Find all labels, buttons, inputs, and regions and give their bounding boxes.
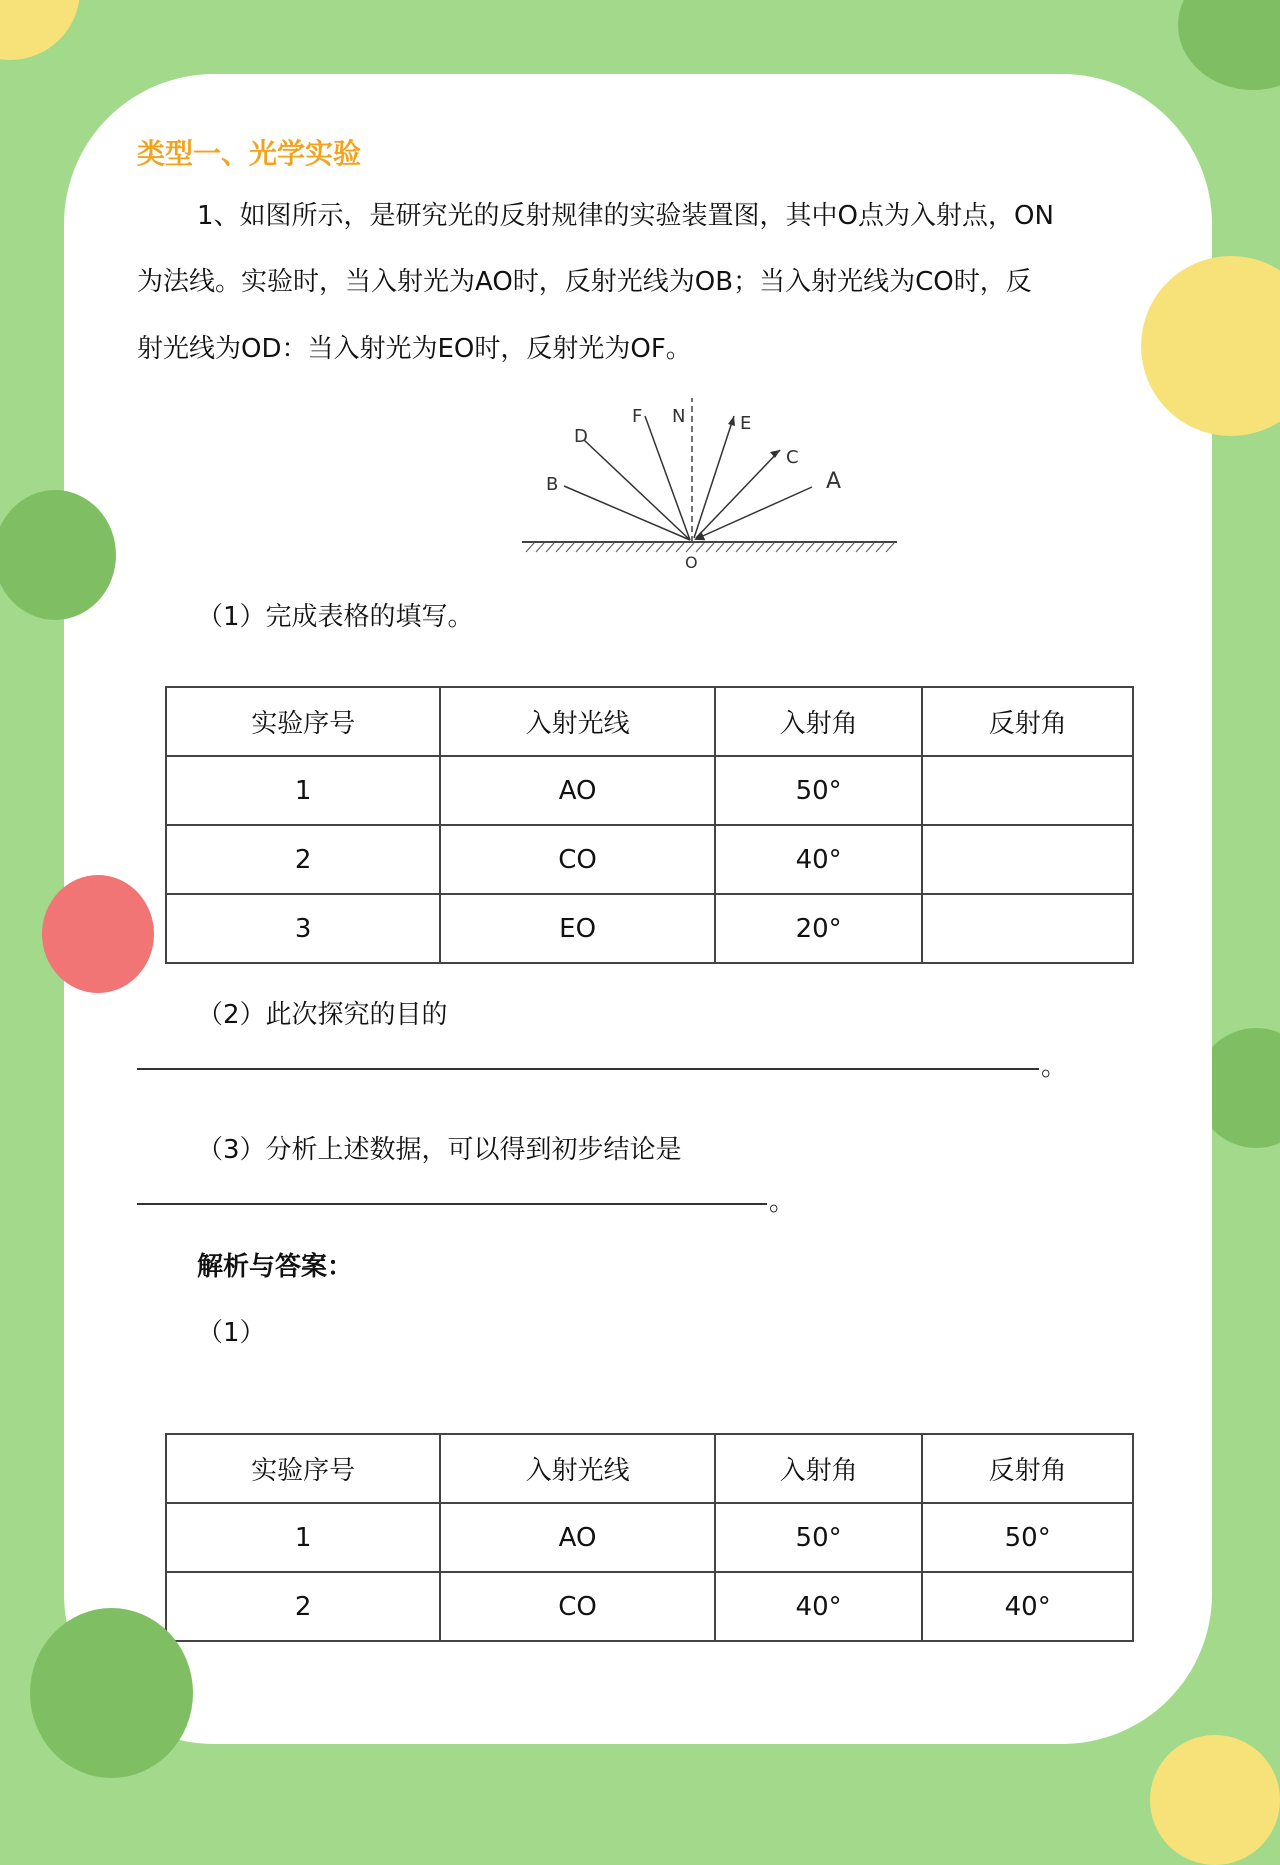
answer-cell[interactable] xyxy=(922,825,1133,894)
decor-dot-red-left xyxy=(42,875,154,993)
header-cell-incident-ray: 入射光线 xyxy=(440,687,714,756)
content-card xyxy=(64,74,1212,1744)
table-cell: 1 xyxy=(166,1503,440,1572)
table-answer-1 xyxy=(165,1433,1134,1642)
header-cell-reflection-angle: 反射角 xyxy=(922,1434,1133,1503)
label-n: N xyxy=(672,406,686,427)
table-cell: 50° xyxy=(715,756,923,825)
decor-dot-yellow-bottom-right xyxy=(1150,1735,1280,1865)
ray-ob xyxy=(564,486,690,540)
ray-od xyxy=(584,440,690,540)
arrow-e-icon xyxy=(728,416,735,426)
mirror-hatching xyxy=(526,543,894,552)
decor-dot-green-top-right xyxy=(1178,0,1280,90)
answer-line-2[interactable] xyxy=(137,1046,1068,1082)
ray-ao xyxy=(696,487,812,539)
table-question-1 xyxy=(165,686,1134,964)
answer-line-3-period: 。 xyxy=(769,1187,796,1217)
answer-cell[interactable] xyxy=(922,894,1133,963)
table-cell: 50° xyxy=(922,1503,1133,1572)
header-cell-incidence-angle: 入射角 xyxy=(715,687,923,756)
table-cell: 20° xyxy=(715,894,923,963)
table-cell: 2 xyxy=(166,1572,440,1641)
question-1: （1）完成表格的填写。 xyxy=(197,602,474,632)
reflection-diagram xyxy=(512,392,912,582)
label-e: E xyxy=(740,413,752,434)
table-header-row xyxy=(166,687,1133,756)
label-b: B xyxy=(546,474,559,495)
answer-cell[interactable] xyxy=(922,756,1133,825)
table-row xyxy=(166,756,1133,825)
table-cell: CO xyxy=(440,825,714,894)
table-cell: 2 xyxy=(166,825,440,894)
table-cell: 40° xyxy=(715,1572,923,1641)
table-cell: 40° xyxy=(715,825,923,894)
ray-of xyxy=(645,416,690,540)
header-cell-incidence-angle: 入射角 xyxy=(715,1434,923,1503)
table-header-row xyxy=(166,1434,1133,1503)
answer-line-2-period: 。 xyxy=(1041,1052,1068,1082)
label-o: O xyxy=(685,553,698,572)
section-title: 类型一、光学实验 xyxy=(137,137,362,170)
header-cell-incident-ray: 入射光线 xyxy=(440,1434,714,1503)
label-d: D xyxy=(574,426,588,447)
header-cell-trial: 实验序号 xyxy=(166,1434,440,1503)
problem-line-1: 1、如图所示，是研究光的反射规律的实验装置图，其中O点为入射点，ON xyxy=(197,201,1054,231)
label-f: F xyxy=(632,406,643,427)
question-2: （2）此次探究的目的 xyxy=(197,1000,448,1030)
table-cell: CO xyxy=(440,1572,714,1641)
problem-line-3: 射光线为OD：当入射光为EO时，反射光为OF。 xyxy=(137,334,692,364)
table-cell: AO xyxy=(440,756,714,825)
decor-dot-green-bottom-left xyxy=(30,1608,193,1778)
label-a: A xyxy=(826,469,842,494)
header-cell-trial: 实验序号 xyxy=(166,687,440,756)
header-cell-reflection-angle: 反射角 xyxy=(922,687,1133,756)
answer-line-3[interactable] xyxy=(137,1181,797,1217)
decor-dot-yellow-top-left xyxy=(0,0,80,60)
table-cell: EO xyxy=(440,894,714,963)
table-cell: AO xyxy=(440,1503,714,1572)
table-row xyxy=(166,825,1133,894)
table-cell: 50° xyxy=(715,1503,923,1572)
label-c: C xyxy=(786,447,799,468)
table-cell: 1 xyxy=(166,756,440,825)
question-3: （3）分析上述数据，可以得到初步结论是 xyxy=(197,1135,682,1165)
answer-title: 解析与答案： xyxy=(197,1252,354,1282)
table-row xyxy=(166,894,1133,963)
table-cell: 40° xyxy=(922,1572,1133,1641)
table-row xyxy=(166,1572,1133,1641)
answer-q1-label: （1） xyxy=(197,1318,266,1348)
table-cell: 3 xyxy=(166,894,440,963)
arrow-c-icon xyxy=(770,450,780,458)
problem-line-2: 为法线。实验时，当入射光为AO时，反射光线为OB；当入射光线为CO时，反 xyxy=(137,267,1032,297)
table-row xyxy=(166,1503,1133,1572)
